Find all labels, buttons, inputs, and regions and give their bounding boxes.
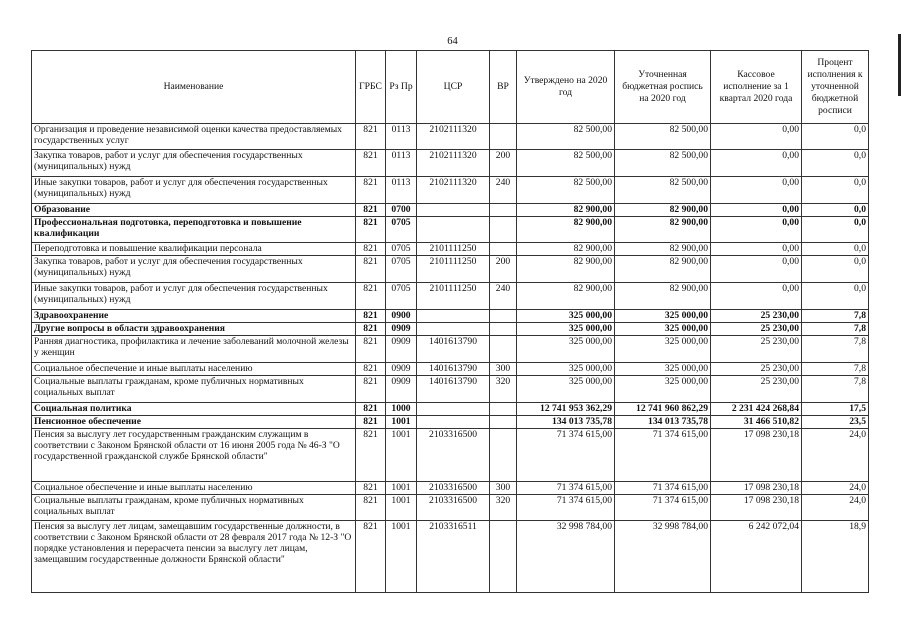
header-cash: Кассовое исполнение за 1 квартал 2020 года [711,51,802,124]
cell-csr: 2101111250 [417,283,490,310]
cell-rzpr: 0909 [386,363,417,376]
cell-grbs: 821 [356,376,386,403]
cell-vr: 240 [490,177,517,204]
table-row [32,256,869,283]
cell-percent: 7,8 [802,363,869,376]
header-rzpr: Рз Пр [386,51,417,124]
table-row [32,363,869,376]
cell-approved: 325 000,00 [517,376,615,403]
cell-grbs: 821 [356,124,386,150]
table-row [32,124,869,150]
table-row [32,495,869,521]
cell-csr: 1401613790 [417,363,490,376]
cell-name: Ранняя диагностика, профилактика и лечение заболеваний молочной железы у женщин [32,336,356,363]
cell-refined: 325 000,00 [615,323,711,336]
cell-refined: 71 374 615,00 [615,429,711,482]
cell-cash: 17 098 230,18 [711,495,802,521]
header-grbs: ГРБС [356,51,386,124]
cell-approved: 325 000,00 [517,310,615,323]
cell-refined: 32 998 784,00 [615,521,711,593]
cell-approved: 82 900,00 [517,256,615,283]
cell-csr: 2102111320 [417,177,490,204]
table-row [32,310,869,323]
cell-approved: 82 900,00 [517,217,615,243]
cell-rzpr: 0909 [386,336,417,363]
cell-vr [490,429,517,482]
cell-cash: 25 230,00 [711,376,802,403]
page-number: 64 [447,36,458,47]
cell-csr: 2103316500 [417,429,490,482]
cell-grbs: 821 [356,482,386,495]
cell-csr: 1401613790 [417,336,490,363]
cell-refined: 82 900,00 [615,204,711,217]
header-percent: Процент исполнения к уточненной бюджетной росписи [802,51,869,124]
cell-vr: 200 [490,150,517,177]
cell-cash: 25 230,00 [711,336,802,363]
cell-approved: 134 013 735,78 [517,416,615,429]
cell-vr [490,521,517,593]
cell-vr [490,243,517,256]
cell-grbs: 821 [356,416,386,429]
cell-grbs: 821 [356,323,386,336]
table-row [32,336,869,363]
cell-refined: 82 900,00 [615,256,711,283]
cell-approved: 82 500,00 [517,124,615,150]
cell-cash: 31 466 510,82 [711,416,802,429]
cell-grbs: 821 [356,256,386,283]
cell-percent: 7,8 [802,336,869,363]
cell-refined: 325 000,00 [615,363,711,376]
table-row [32,416,869,429]
cell-approved: 325 000,00 [517,323,615,336]
cell-approved: 82 900,00 [517,243,615,256]
cell-vr [490,217,517,243]
cell-rzpr: 1001 [386,429,417,482]
cell-rzpr: 1001 [386,482,417,495]
cell-percent: 23,5 [802,416,869,429]
cell-cash: 0,00 [711,243,802,256]
cell-percent: 0,0 [802,243,869,256]
cell-vr [490,416,517,429]
cell-cash: 0,00 [711,150,802,177]
cell-vr: 320 [490,495,517,521]
cell-csr: 2103316500 [417,495,490,521]
cell-csr: 1401613790 [417,376,490,403]
cell-percent: 0,0 [802,177,869,204]
cell-name: Другие вопросы в области здравоохранения [32,323,356,336]
cell-grbs: 821 [356,363,386,376]
table-row [32,482,869,495]
table-row [32,283,869,310]
cell-cash: 25 230,00 [711,310,802,323]
cell-approved: 71 374 615,00 [517,482,615,495]
cell-vr [490,336,517,363]
cell-rzpr: 0113 [386,177,417,204]
header-name: Наименование [32,51,356,124]
cell-rzpr: 0700 [386,204,417,217]
cell-refined: 71 374 615,00 [615,495,711,521]
cell-vr [490,323,517,336]
cell-percent: 17,5 [802,403,869,416]
cell-name: Пенсия за выслугу лет государственным гражданским служащим в соответствии с Законом Брянской области от 16 июня 2005 года № 46-З "О государственной гражданской службе Брянской области" [32,429,356,482]
cell-refined: 71 374 615,00 [615,482,711,495]
cell-rzpr: 0113 [386,150,417,177]
cell-cash: 25 230,00 [711,323,802,336]
cell-cash: 0,00 [711,204,802,217]
cell-cash: 0,00 [711,217,802,243]
cell-cash: 17 098 230,18 [711,429,802,482]
cell-percent: 0,0 [802,217,869,243]
cell-percent: 0,0 [802,124,869,150]
cell-cash: 0,00 [711,124,802,150]
cell-cash: 0,00 [711,283,802,310]
cell-cash: 0,00 [711,256,802,283]
cell-approved: 12 741 953 362,29 [517,403,615,416]
cell-cash: 6 242 072,04 [711,521,802,593]
cell-grbs: 821 [356,204,386,217]
cell-refined: 82 900,00 [615,243,711,256]
cell-percent: 7,8 [802,376,869,403]
cell-rzpr: 1000 [386,403,417,416]
cell-vr [490,124,517,150]
cell-name: Иные закупки товаров, работ и услуг для обеспечения государственных (муниципальных) нужд [32,283,356,310]
cell-approved: 82 900,00 [517,204,615,217]
cell-rzpr: 1001 [386,416,417,429]
table-header-row [32,51,869,124]
cell-name: Переподготовка и повышение квалификации персонала [32,243,356,256]
cell-csr: 2103316500 [417,482,490,495]
cell-vr [490,310,517,323]
cell-csr [417,217,490,243]
cell-grbs: 821 [356,150,386,177]
table-row [32,323,869,336]
cell-grbs: 821 [356,495,386,521]
cell-csr: 2103316511 [417,521,490,593]
cell-grbs: 821 [356,310,386,323]
cell-refined: 12 741 960 862,29 [615,403,711,416]
cell-rzpr: 0705 [386,256,417,283]
cell-name: Здравоохранение [32,310,356,323]
cell-csr [417,204,490,217]
cell-rzpr: 0900 [386,310,417,323]
table-row [32,243,869,256]
header-csr: ЦСР [417,51,490,124]
cell-grbs: 821 [356,177,386,204]
cell-rzpr: 1001 [386,495,417,521]
cell-refined: 82 500,00 [615,124,711,150]
cell-grbs: 821 [356,217,386,243]
cell-csr: 2102111320 [417,124,490,150]
cell-approved: 82 500,00 [517,177,615,204]
cell-refined: 82 900,00 [615,217,711,243]
cell-grbs: 821 [356,403,386,416]
cell-grbs: 821 [356,243,386,256]
cell-rzpr: 0705 [386,217,417,243]
cell-vr [490,204,517,217]
cell-percent: 24,0 [802,482,869,495]
cell-csr [417,310,490,323]
cell-rzpr: 0909 [386,323,417,336]
cell-vr: 240 [490,283,517,310]
cell-percent: 0,0 [802,256,869,283]
cell-csr [417,323,490,336]
cell-name: Организация и проведение независимой оценки качества предоставляемых государственных услуг [32,124,356,150]
cell-csr [417,416,490,429]
cell-grbs: 821 [356,521,386,593]
cell-csr: 2101111250 [417,243,490,256]
cell-name: Социальные выплаты гражданам, кроме публичных нормативных социальных выплат [32,376,356,403]
cell-refined: 325 000,00 [615,336,711,363]
cell-percent: 18,9 [802,521,869,593]
cell-approved: 71 374 615,00 [517,495,615,521]
table-row [32,204,869,217]
cell-vr [490,403,517,416]
cell-name: Социальное обеспечение и иные выплаты населению [32,482,356,495]
cell-cash: 2 231 424 268,84 [711,403,802,416]
cell-csr: 2101111250 [417,256,490,283]
cell-grbs: 821 [356,429,386,482]
cell-name: Образование [32,204,356,217]
cell-approved: 82 900,00 [517,283,615,310]
cell-name: Пенсионное обеспечение [32,416,356,429]
cell-name: Пенсия за выслугу лет лицам, замещавшим государственные должности, в соответствии с Законом Брянской области от 28 февраля 2017 года № 12-З "О порядке установления и перерасчета пенсии за выслугу лет лицам, замещавшим государственные должности Брянской области" [32,521,356,593]
cell-csr: 2102111320 [417,150,490,177]
cell-grbs: 821 [356,283,386,310]
cell-vr: 200 [490,256,517,283]
cell-name: Закупка товаров, работ и услуг для обеспечения государственных (муниципальных) нужд [32,150,356,177]
cell-name: Социальная политика [32,403,356,416]
cell-approved: 325 000,00 [517,336,615,363]
table-row [32,177,869,204]
cell-refined: 325 000,00 [615,310,711,323]
cell-percent: 0,0 [802,150,869,177]
cell-rzpr: 0705 [386,243,417,256]
table-row [32,376,869,403]
table-body [32,124,869,593]
cell-name: Социальное обеспечение и иные выплаты населению [32,363,356,376]
cell-percent: 7,8 [802,310,869,323]
cell-vr: 300 [490,363,517,376]
cell-cash: 0,00 [711,177,802,204]
cell-approved: 82 500,00 [517,150,615,177]
cell-rzpr: 0113 [386,124,417,150]
cell-rzpr: 0909 [386,376,417,403]
table-row [32,429,869,482]
cell-approved: 71 374 615,00 [517,429,615,482]
cell-percent: 7,8 [802,323,869,336]
cell-refined: 134 013 735,78 [615,416,711,429]
budget-table [31,50,869,593]
cell-name: Иные закупки товаров, работ и услуг для обеспечения государственных (муниципальных) нужд [32,177,356,204]
cell-csr [417,403,490,416]
cell-percent: 24,0 [802,429,869,482]
cell-percent: 0,0 [802,204,869,217]
table-row [32,217,869,243]
cell-refined: 82 500,00 [615,177,711,204]
cell-refined: 325 000,00 [615,376,711,403]
page-edge-mark [898,34,901,96]
cell-approved: 325 000,00 [517,363,615,376]
cell-grbs: 821 [356,336,386,363]
cell-percent: 0,0 [802,283,869,310]
cell-name: Профессиональная подготовка, переподготовка и повышение квалификации [32,217,356,243]
header-approved: Утверждено на 2020 год [517,51,615,124]
cell-cash: 25 230,00 [711,363,802,376]
cell-vr: 300 [490,482,517,495]
cell-percent: 24,0 [802,495,869,521]
header-refined: Уточненная бюджетная роспись на 2020 год [615,51,711,124]
cell-name: Закупка товаров, работ и услуг для обеспечения государственных (муниципальных) нужд [32,256,356,283]
cell-refined: 82 900,00 [615,283,711,310]
header-vr: ВР [490,51,517,124]
cell-cash: 17 098 230,18 [711,482,802,495]
cell-rzpr: 0705 [386,283,417,310]
table-row [32,150,869,177]
cell-name: Социальные выплаты гражданам, кроме публичных нормативных социальных выплат [32,495,356,521]
cell-approved: 32 998 784,00 [517,521,615,593]
table-row [32,521,869,593]
cell-rzpr: 1001 [386,521,417,593]
cell-vr: 320 [490,376,517,403]
table-row [32,403,869,416]
cell-refined: 82 500,00 [615,150,711,177]
